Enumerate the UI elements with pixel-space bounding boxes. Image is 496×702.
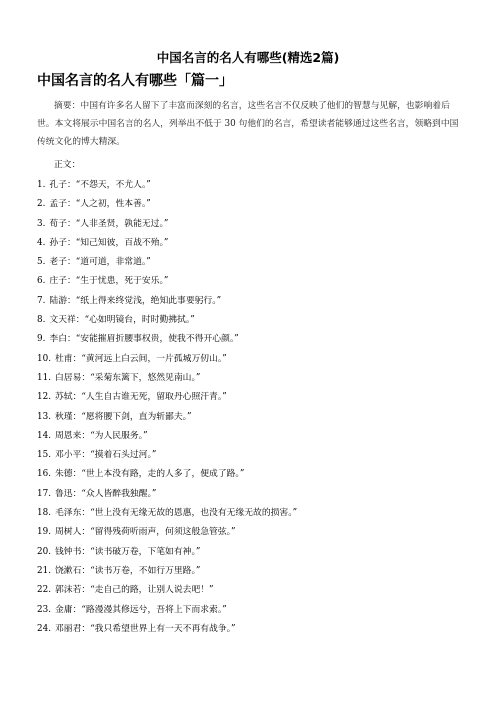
quote-number: 7. [37,295,46,306]
quote-number: 5. [37,257,46,268]
quote-number: 4. [37,237,46,248]
quote-text: 钱钟书：“读书破万卷，下笔如有神。” [55,546,201,557]
quote-list-item [37,601,297,620]
quote-text: 朱德：“世上本没有路，走的人多了，便成了路。” [55,469,245,480]
quote-text: 孙子：“知己知彼，百战不殆。” [49,237,169,248]
quote-list-item [37,176,297,195]
quote-number: 22. [37,585,51,596]
quote-text: 鲁迅：“众人皆醉我独醒。” [55,488,157,499]
quote-text: 周树人：“留得残荷听雨声，何须这般急管弦。” [55,527,236,538]
quote-number: 9. [37,334,46,345]
quote-text: 郭沫若：“走自己的路，让别人说去吧！” [55,585,214,596]
quote-number: 14. [37,430,51,441]
quote-list-item [37,620,297,639]
quote-number: 15. [37,450,51,461]
quote-text: 孔子：“不怨天，不尤人。” [49,180,151,190]
quote-list-item [37,504,297,523]
quote-list-item [37,234,297,253]
quote-list-item [37,408,297,427]
quote-text: 苏轼：“人生自古谁无死，留取丹心照汗青。” [55,392,227,403]
quote-number: 2. [37,199,46,210]
quote-text: 周恩来：“为人民服务。” [55,430,148,441]
quote-list-item [37,446,297,465]
quote-number: 21. [37,565,51,576]
quote-text: 李白：“安能摧眉折腰事权贵，使我不得开心颜。” [49,334,239,345]
quote-text: 邓丽君：“我只希望世界上有一天不再有战争。” [55,623,236,634]
quote-list-item [37,369,297,388]
quote-number: 23. [37,604,51,615]
quote-text: 饶漱石：“读书万卷，不如行万里路。” [55,565,201,576]
quote-text: 金庸：“路漫漫其修远兮，吾将上下而求索。” [55,604,227,615]
quote-number: 12. [37,392,51,403]
quote-number: 20. [37,546,51,557]
quote-text: 陆游：“纸上得来终觉浅，绝知此事要躬行。” [49,295,222,306]
quote-text: 邓小平：“摸着石头过河。” [55,450,157,461]
quote-text: 毛泽东：“世上没有无缘无故的恩惠，也没有无缘无故的损害。” [55,508,298,519]
quote-list-item [37,292,297,311]
quote-text: 秋瑾：“愿将腰下剑，直为斩鄙夫。” [55,411,192,422]
quote-list-item [37,311,297,330]
quote-number: 11. [37,372,51,383]
quote-list-item [37,388,297,407]
quote-number: 16. [37,469,51,480]
quote-list-item [37,350,297,369]
quote-list-item [37,427,297,446]
quote-number: 17. [37,488,51,499]
quote-text: 白居易：“采菊东篱下，悠然见南山。” [55,372,201,383]
quote-list-item [37,272,297,291]
body-label: 正文： [54,160,81,170]
abstract-paragraph: 摘要：中国有许多名人留下了丰富而深刻的名言，这些名言不仅反映了他们的智慧与见解，也影响着后世。本文将展示中国名言的名人，列举出不低于 30 句他们的名言，希望读者能够通过这些名言，领略到中国传统文化的博大精深。 [37,101,459,147]
quote-text: 老子：“道可道，非常道。” [49,257,151,268]
quote-number: 10. [37,353,51,364]
quote-number: 19. [37,527,51,538]
quote-text: 文天祥：“心如明镜台，时时勤拂拭。” [49,315,195,326]
quote-text: 杜甫：“黄河远上白云间，一片孤城万仞山。” [55,353,227,364]
quote-number: 24. [37,623,51,634]
quote-number: 6. [37,276,46,287]
quote-list-item [37,581,297,600]
quote-list-item [37,485,297,504]
quote-number: 1. [37,180,46,190]
quote-text: 荀子：“人非圣贤，孰能无过。” [49,218,169,229]
quote-list-item [37,195,297,214]
section-heading: 中国名言的名人有哪些「篇一」 [37,73,233,89]
quote-list-item [37,465,297,484]
quote-list-item [37,215,297,234]
quote-list-item [37,523,297,542]
document-title: 中国名言的名人有哪些(精选2篇) [156,50,340,65]
quote-list-item [37,330,297,349]
quote-number: 3. [37,218,46,229]
quote-list-item [37,253,297,272]
quote-list-item [37,543,297,562]
quote-list [37,176,297,639]
quote-number: 18. [37,508,51,519]
quote-list-item [37,562,297,581]
quote-text: 庄子：“生于忧患，死于安乐。” [49,276,169,287]
quote-number: 8. [37,315,46,326]
quote-text: 孟子：“人之初，性本善。” [49,199,151,210]
quote-number: 13. [37,411,51,422]
